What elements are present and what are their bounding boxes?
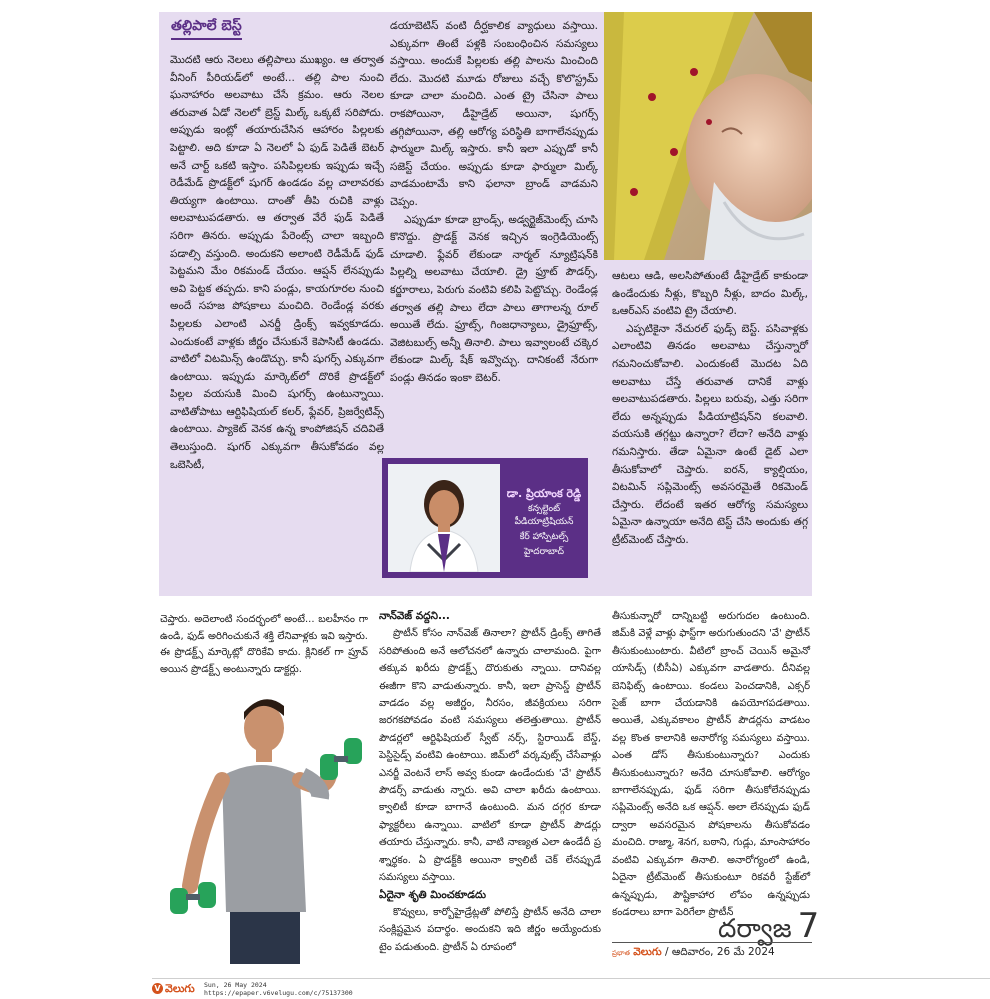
- epaper-footer: [152, 978, 990, 997]
- doctor-profile-box: [382, 458, 588, 578]
- baby-illustration: [604, 12, 812, 260]
- paragraph: ఎప్పుడూ కూడా బ్రాండ్స్, అడ్వర్టైజ్‌మెంట్స్ చూసి కొనొద్దు. ప్రొడక్ట్ వెనక ఇచ్చిన ఇంగ్రెడియెంట్స్ చూడాలి. ఫ్లేవర్ లేకుండా నార్మల్ న్యూట్రిషన్‌కి పిల్లల్ని అలవాటు చేయాలి. డ్రై ఫ్రూట్ పౌడర్స్, కర్జూరాలు, పెరుగు వంటివి కలిపి పెట్టొచ్చు. రెండేండ్ల తర్వాత తల్లి పాలు లేదా పాలు తాగాలన్న రూల్ అయితే లేదు. ఫ్రూట్స్, గింజధాన్యాలు, డ్రైఫ్రూట్స్, వెజిటబుల్స్ అన్నీ తినాలి. పాలు ఇవ్వాలంటే చక్కెర లేకుండా మిల్క్ షేక్ ఇవ్వొచ్చు. దానికంటే నేరుగా పండ్లు తినడం ఇంకా బెటర్.: [390, 213, 598, 384]
- doctor-city: హైదరాబాద్: [523, 547, 565, 557]
- footer-date: Sun, 26 May 2024: [204, 981, 267, 989]
- doctor-name: డా. ప్రియాంక రెడ్డి: [506, 487, 582, 500]
- paragraph: ఎప్పటికైనా నేచురల్ ఫుడ్స్ బెస్ట్. పసివాళ్లకు ఎలాంటివి తినడం అలవాటు చేస్తున్నారో గమనించుకోవాలి. ఎందుకంటే మొదట ఏది అలవాటు చేస్తే తరువాత దానికే వాళ్లు అలవాటుపడతారు. పిల్లలు బరువు, ఎత్తు సరిగా లేదు అన్నప్పుడు పీడియాట్రిషన్‌ని కలవాలి. వయసుకి తగ్గట్టు ఉన్నారా? లేదా? అనేది వాళ్లు గమనిస్తారు. తేడా ఏమైనా ఉంటే డైట్ ఎలా తీసుకోవాలో చెప్తారు. ఐరన్, క్యాల్షియం, విటమిన్ సప్లిమెంట్స్ అవసరమైతే రికమెండ్ చేస్తారు. లేదంటే ఇతర ఆరోగ్య సమస్యలు ఏమైనా ఉన్నాయా అనేది టెస్ట్ చేసి అందుకు తగ్గ ట్రీట్‌మెంట్ చేస్తారు.: [612, 322, 808, 546]
- logo-icon: V: [152, 983, 163, 994]
- fitness-illustration: [160, 676, 368, 964]
- section-subheading: నాన్‌వెజ్ వద్దని...: [379, 610, 450, 622]
- doctor-info: [502, 486, 586, 559]
- paragraph: ప్రొటీన్ కోసం నాన్‌వెజ్ తినాలా? ప్రొటీన్ డ్రింక్స్ తాగితే సరిపోతుంది అనే ఆలోచనలో ఉన్నారు చాలామంది. పైగా తక్కువ ఖరీదు ప్రొడక్ట్స్ దొరుకుతు న్నాయి. దానివల్ల ఈజీగా కొని వాడుతున్నారు. కానీ, ఇలా ప్రాసెస్డ్ ప్రొటీన్ వాడడం వల్ల అజీర్ణం, నీరసం, జీవక్రియలు సరిగా జరగకపోవడం వంటి సమస్యలు తలెత్తుతాయి. ప్రొటీన్ పౌడర్లలో ఆర్టిఫిషియల్ స్వీట్ నర్స్, స్టిరాయిడ్ బేస్డ్, పెస్టిసైడ్స్ వంటివి ఉంటాయి. జిమ్‌లో వర్కవుట్స్ చేసేవాళ్లు ఎనర్జీ వెంటనే లాస్ అవ్వ కుండా ఉండేందుకు 'వే' ప్రొటీన్ పౌడర్స్ వాడుతు న్నారు. అవి చాలా ఖరీదు ఉంటాయి. క్వాలిటీ కూడా బాగానే ఉంటుంది. మన దగ్గర కూడా ఫ్యాక్టరీలు ఉన్నాయి. వాటిలో కూడా ప్రొటీన్ పౌడర్లు తయారు చేస్తున్నారు. కానీ, వాటి నాణ్యత ఎలా ఉండేదీ ప్ర శ్నార్థకం. ఏ ప్రొడక్ట్‌కి అయినా క్వాలిటీ చెక్ లేనప్పుడే సమస్యలు వస్తాయి.: [379, 628, 601, 884]
- article-headline: తల్లిపాలే బెస్ట్: [171, 18, 242, 40]
- doctor-portrait: [388, 464, 500, 572]
- brand-name: వెలుగు: [633, 946, 662, 958]
- paragraph: తీసుకున్నారో దాన్నిబట్టి అరుగుదల ఉంటుంది. జిమ్‌కి వెళ్లే వాళ్లు ఫాస్ట్‌గా అరుగుతుందని 'వే' ప్రొటీన్ తీసుకుంటుంటారు. వీటిలో బ్రాంచ్ చెయిన్ అమైనో యాసిడ్స్ (బీసీఏ) ఎక్కువగా వాడతారు. దీనివల్ల బెనిఫిట్స్ ఉంటాయి. కండలు పెంచడానికి, ఎక్సర్ సైజ్ బాగా చేయడానికి ఉపయోగపడతాయి. అయితే, ఎక్కువకాలం ప్రొటీన్ పౌడర్లను వాడటం వల్ల కొంత కాలానికి అనారోగ్య సమస్యలు వస్తాయి. ఎంత డోస్ తీసుకుంటున్నారు? ఎందుకు తీసుకుంటున్నారు? అనేది చూసుకోవాలి. ఆరోగ్యం బాగాలేనప్పుడు, ఫుడ్ సరిగా తీసుకోలేనప్పుడు సప్లిమెంట్స్ అనేది ఒక ఆప్షన్. అలా లేనప్పుడు ఫుడ్ ద్వారా అవసరమైన పోషకాలను తీసుకోవడం మంచిది. రాజ్మా, శెనగ, బఠాని, గుడ్లు, మాంసాహారం వంటివి ఎక్కువగా తినాలి. అనారోగ్యంలో ఉండి, ఏదైనా ట్రీట్‌మెంట్ తీసుకుంటూ రికవరీ స్టేజ్‌లో ఉన్నప్పుడు, పౌష్టికాహార లోపం ఉన్నప్పుడు కండరాలు బాగా పెరిగేలా ప్రొటీన్: [612, 611, 810, 918]
- doctor-photo: [388, 464, 500, 572]
- fitness-photo: [160, 676, 368, 964]
- lower-column-1: [160, 612, 368, 678]
- paragraph: ఆటలు ఆడి, అలసిపోతుంటే డీహైడ్రేట్ కాకుండా ఉండేందుకు నీళ్లు, కొబ్బరి నీళ్లు, బాదం మిల్క్, ఒఆర్ఎస్ వంటివి ట్రై చేయాలి.: [612, 270, 808, 318]
- footer-logo-text: వెలుగు: [165, 982, 195, 995]
- paragraph: చెప్తారు. అదెలాంటి సందర్భంలో అంటే... బలహీనం గా ఉండి, ఫుడ్ అరిగించుకునే శక్తి లేనివాళ్లకు ఇవి ఇస్తారు. ఈ ప్రొడక్ట్స్ మార్కెట్లో దొరికేవి కాదు. క్లినికల్ గా ప్రూవ్ అయిన ప్రొడక్ట్స్ అంటున్నారు డాక్టర్లు.: [160, 614, 368, 675]
- issue-line: [612, 942, 812, 961]
- brand-prefix: ప్రభాత: [612, 949, 630, 957]
- footer-logo[interactable]: [152, 982, 195, 998]
- lower-column-3: [612, 608, 810, 921]
- paragraph: కొవ్వులు, కార్బోహైడ్రేట్లతో పోలిస్తే ప్రొటీన్ అనేది చాలా సంక్లిష్టమైన పదార్థం. అందుకని ఇది జీర్ణం అయ్యేందుకు టైం పడుతుంది. ప్రొటీన్ ఏ రూపంలో: [379, 906, 601, 953]
- footer-url[interactable]: https://epaper.v6velugu.com/c/75137300: [204, 989, 353, 997]
- doctor-hospital: కేర్ హాస్పిటల్స్: [519, 532, 569, 542]
- article-column-3: [612, 268, 808, 550]
- lower-column-2: [379, 608, 601, 956]
- article-column-1: [170, 52, 384, 474]
- baby-photo: [604, 12, 812, 260]
- page-number: 7: [797, 906, 820, 946]
- section-name: దర్వాజ: [718, 914, 792, 944]
- section-subheading: ఏదైనా శృతి మించకూడదు: [379, 888, 487, 901]
- issue-date: / ఆదివారం, 26 మే 2024: [664, 946, 775, 958]
- doctor-title: కన్సల్టెంట్ పీడియాట్రిషియన్: [514, 504, 574, 527]
- paragraph: మొదటి ఆరు నెలలు తల్లిపాలు ముఖ్యం. ఆ తర్వాత వీనింగ్ పీరియడ్‌లో అంటే... తల్లి పాల నుంచి ఘనాహారం అలవాటు చేసే క్రమం. ఆరు నెలల తరువాత ఏడో నెలలో బ్రెస్ట్ మిల్క్ ఒక్కటే సరిపోదు. అప్పుడు ఇంట్లో తయారుచేసిన ఆహారం పిల్లలకు పెట్టాలి. అది కూడా ఏ నెలలో ఏ ఫుడ్ పెడితే బెటర్ అనే చార్ట్ ఒకటి ఇస్తాం. పసిపిల్లలకు ఇప్పుడు ఇచ్చే రెడీమేడ్ ప్రొడక్ట్‌లో షుగర్ ఉండడం వల్ల చాలావరకు తియ్యగా ఉంటాయి. దాంతో తీపి రుచికి వాళ్లు అలవాటుపడతారు. ఆ తర్వాత వేరే ఫుడ్ పెడితే సరిగా తినరు. అప్పుడు పేరెంట్స్ చాలా ఇబ్బంది పడాల్సి వస్తుంది. అందుకని అలాంటి రెడీమేడ్ ఫుడ్ పెట్టమని మేం రికమండ్ చేయం. ఆప్షన్ లేనప్పుడు అవి పెట్టక తప్పదు. కాని పండ్లు, కాయగూరల నుంచి అందే సహజ పోషకాలు మంచిది. రెండేండ్ల వరకు పిల్లలకు ఎలాంటి ఎనర్జీ డ్రింక్స్ ఇవ్వకూడదు. ఎందుకంటే వాళ్లకు జీర్ణం చేసుకునే కెపాసిటీ ఉండదు. వాటిలో విటమిన్స్ ఉండొచ్చు. కానీ షుగర్స్ ఎక్కువగా ఉంటాయి. ఇప్పుడు మార్కెట్‌లో దొరికే ప్రొడక్ట్‌లో పిల్లల వయసుకి మించి షుగర్స్ ఉంటున్నాయి. వాటితోపాటు ఆర్టిఫిషియల్ కలర్, ఫ్లేవర్, ప్రిజర్వేటివ్స్ ఉంటాయి. ప్యాకెట్ వెనక ఉన్న కాంపోజిషన్ చదివితే తెలుస్తుంది. షుగర్ ఎక్కువగా తీసుకోవడం వల్ల ఒబెసిటీ,: [170, 54, 384, 471]
- footer-meta: [204, 981, 353, 997]
- article-column-2: [390, 18, 598, 387]
- paragraph: డయాబెటిస్ వంటి దీర్ఘకాలిక వ్యాధులు వస్తాయి. ఎక్కువగా తింటే పళ్లకి సంబంధించిన సమస్యలు వస్తాయి. అందుకే పిల్లలకు తల్లి పాలను మించింది లేదు. మొదటి మూడు రోజులు వచ్చే కొలొస్ట్రమ్ కూడా చాలా మంచిది. ఎంత ట్రై చేసినా పాలు రాకపోయినా, డీహైడ్రేట్ అయినా, షుగర్స్ తగ్గిపోయినా, తల్లి ఆరోగ్య పరిస్థితి బాగాలేనప్పుడు ఫార్ములా మిల్క్ ఇస్తారు. కానీ ఇలా ఎప్పుడో కానీ సజెస్ట్ చేయం. అప్పుడు కూడా ఫార్ములా మిల్క్ వాడమంటామే కాని ఫలానా బ్రాండ్ వాడమని చెప్పం.: [390, 20, 598, 208]
